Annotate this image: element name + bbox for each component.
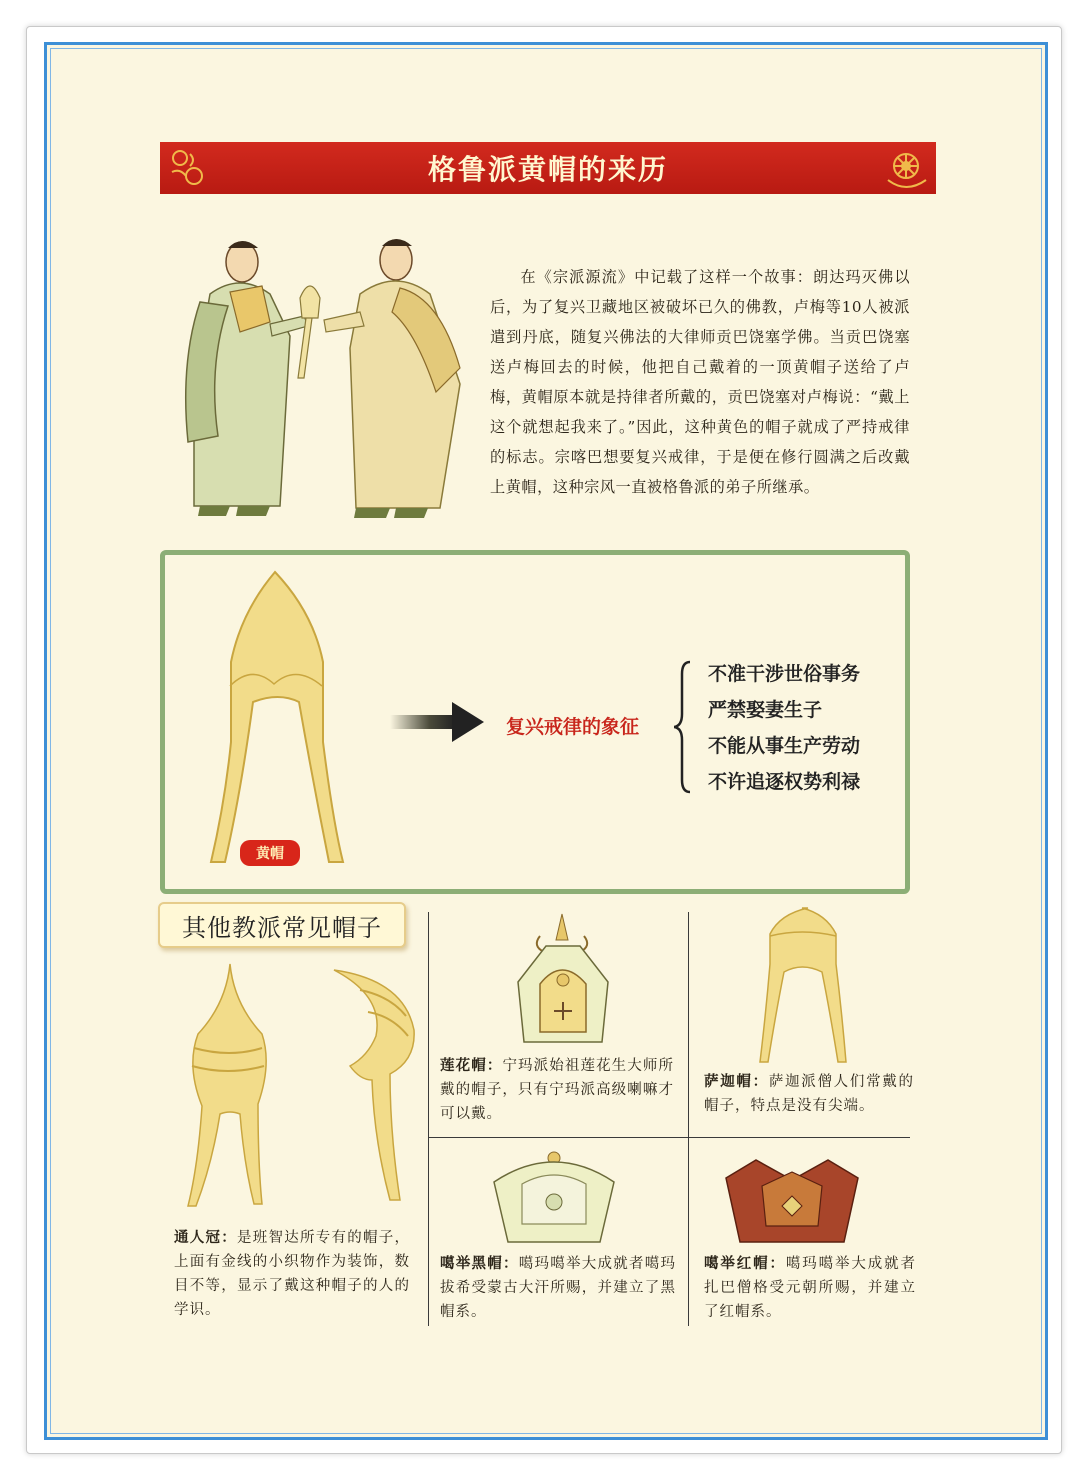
hat-caption-lotus [440, 1054, 674, 1126]
page-title: 格鲁派黄帽的来历 [427, 153, 668, 186]
black-hat-illustration [488, 1148, 620, 1248]
hat-desc: 噶玛噶举大成就者噶玛拔希受蒙古大汗所赐，并建立了黑帽系。 [440, 1256, 676, 1320]
monks-illustration [160, 232, 470, 528]
hat-caption-sakya [704, 1070, 914, 1118]
rule-item: 不能从事生产劳动 [708, 735, 861, 757]
divider [688, 912, 689, 1326]
symbol-meaning: 复兴戒律的象征 [506, 716, 640, 738]
rule-item: 严禁娶妻生子 [708, 699, 823, 721]
yellow-hat-illustration [200, 568, 350, 868]
story-paragraph: 在《宗派源流》中记载了这样一个故事：朗达玛灭佛以后，为了复兴卫藏地区被破坏已久的佛教，卢梅等10人被派遣到丹底，随复兴佛法的大律师贡巴饶塞学佛。当贡巴饶塞送卢梅回去的时候，他把自己戴着的一顶黄帽子送给了卢梅，黄帽原本就是持律者所戴的，贡巴饶塞对卢梅说：“戴上这个就想起我来了。”因此，这种黄色的帽子就成了严持戒律的标志。宗喀巴想要复兴戒律，于是便在修行圆满之后改戴上黄帽，这种宗风一直被格鲁派的弟子所继承。 [490, 268, 910, 496]
monk-right [324, 239, 460, 518]
lotus-hat-illustration [504, 912, 622, 1052]
yellow-hat-badge: 黄帽 [240, 840, 300, 866]
ornament-icon [166, 146, 210, 190]
hat-name: 莲花帽： [440, 1058, 503, 1074]
red-hat-illustration [722, 1156, 862, 1246]
pandita-hat-side-illustration [330, 966, 420, 1206]
hat-caption-pandita [174, 1226, 410, 1322]
sakya-hat-illustration [758, 906, 848, 1066]
rules-list [708, 656, 860, 800]
hat-name: 萨迦帽： [704, 1074, 769, 1090]
hat-desc: 是班智达所专有的帽子，上面有金线的小织物作为装饰，数目不等，显示了戴这种帽子的人的学识。 [174, 1230, 410, 1318]
hat-caption-red [704, 1252, 916, 1324]
divider [428, 912, 429, 1326]
hat-desc: 宁玛派始祖莲花生大师所戴的帽子，只有宁玛派高级喇嘛才可以戴。 [440, 1058, 675, 1122]
title-banner [160, 142, 936, 194]
hat-name: 噶举红帽： [704, 1256, 786, 1272]
hat-name: 噶举黑帽： [440, 1256, 519, 1272]
rule-item: 不许追逐权势利禄 [708, 771, 861, 793]
hat-caption-black [440, 1252, 676, 1324]
hat-desc: 萨迦派僧人们常戴的帽子，特点是没有尖端。 [704, 1074, 915, 1114]
dharma-wheel-icon [882, 144, 932, 192]
section-title: 其他教派常见帽子 [158, 902, 406, 948]
divider [428, 1137, 910, 1138]
arrow-right-icon [390, 702, 486, 742]
hat-name: 通人冠： [174, 1230, 237, 1246]
brace-icon [674, 660, 694, 794]
hat-desc: 噶玛噶举大成就者扎巴僧格受元朝所赐，并建立了红帽系。 [704, 1256, 916, 1320]
pandita-hat-illustration [172, 962, 282, 1208]
monk-left [186, 241, 308, 516]
rule-item: 不准干涉世俗事务 [708, 663, 861, 685]
